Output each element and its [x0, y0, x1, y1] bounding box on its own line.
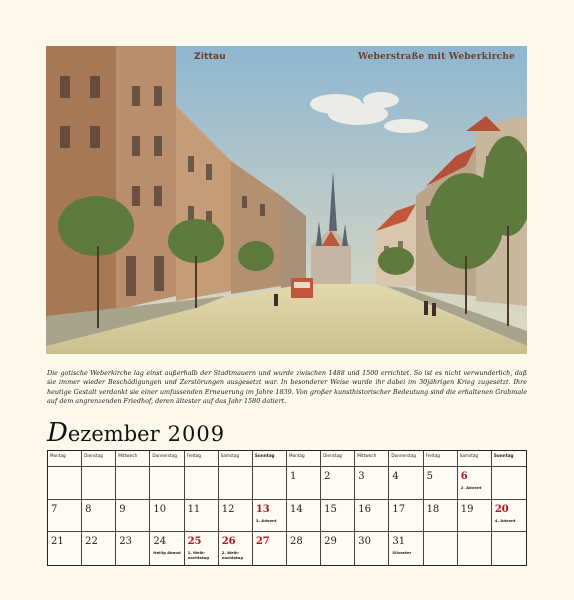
day-cell: [82, 500, 116, 533]
day-number: 27: [255, 536, 270, 548]
day-number: 18: [426, 503, 440, 515]
day-cell: [253, 532, 287, 565]
weekday-label: Samstag: [220, 453, 240, 458]
day-cell: [424, 532, 458, 565]
holiday-note: Silvester: [392, 550, 412, 556]
day-cell: [492, 467, 526, 500]
holiday-note: 3. Advent: [255, 517, 277, 523]
holiday-note: 2. Advent: [460, 485, 482, 490]
day-cell: [389, 467, 423, 500]
day-cell: [219, 532, 253, 565]
weekday-header: [253, 451, 287, 467]
day-number: 15: [324, 503, 337, 515]
day-number: 5: [426, 471, 433, 482]
day-cell: [116, 467, 150, 500]
day-number: 9: [119, 503, 126, 515]
day-cell: [321, 467, 355, 500]
day-number: 24: [153, 536, 167, 548]
day-number: 10: [153, 503, 167, 515]
day-cell: [82, 467, 116, 500]
day-cell: [458, 532, 492, 565]
day-cell: [48, 532, 82, 565]
day-number: 29: [324, 536, 337, 548]
weekday-label: Samstag: [459, 453, 479, 458]
weekday-label: Donnerstag: [152, 453, 177, 458]
day-cell: [458, 500, 492, 533]
calendar-photo: [46, 46, 527, 354]
weekday-label: Freitag: [425, 453, 440, 458]
weekday-label: Dienstag: [84, 453, 103, 458]
weekday-label: Dienstag: [323, 453, 342, 458]
day-number: 26: [221, 536, 236, 548]
day-number: 30: [358, 536, 372, 548]
photo-caption-place: Zittau: [194, 52, 226, 62]
weekday-label: Mittwoch: [357, 453, 377, 458]
weekday-label: Montag: [50, 453, 66, 458]
day-cell: [253, 500, 287, 533]
day-number: 2: [324, 471, 331, 482]
weekday-header: [424, 451, 458, 467]
day-cell: [185, 532, 219, 565]
day-cell: [116, 500, 150, 533]
day-number: 1: [289, 471, 297, 482]
weekday-header: [219, 451, 253, 467]
day-cell: [389, 500, 423, 533]
day-cell: [82, 532, 116, 565]
day-number: 6: [460, 471, 468, 482]
weekday-header: [82, 451, 116, 467]
day-cell: [355, 500, 389, 533]
calendar-grid: [47, 450, 527, 566]
holiday-note: Heilig Abend: [153, 550, 181, 556]
day-number: 20: [494, 503, 509, 515]
day-number: 28: [289, 536, 303, 548]
day-cell: [116, 532, 150, 565]
day-cell: [389, 532, 423, 565]
day-cell: [492, 500, 526, 533]
day-number: 21: [51, 536, 64, 548]
holiday-note: 4. Advent: [494, 517, 516, 523]
day-cell: [355, 467, 389, 500]
day-number: 3: [358, 471, 365, 482]
weekday-header: [321, 451, 355, 467]
day-number: 16: [358, 503, 372, 515]
day-cell: [424, 467, 458, 500]
day-number: 19: [460, 503, 474, 515]
street-scene-illustration: [46, 46, 527, 354]
weekday-header: [389, 451, 423, 467]
holiday-note: 1. Weih-nachtstag: [187, 550, 209, 561]
weekday-header: [150, 451, 184, 467]
day-number: 7: [51, 503, 58, 515]
day-cell: [287, 467, 321, 500]
holiday-note: 2. Weih-nachtstag: [221, 550, 244, 561]
day-cell: [185, 467, 219, 500]
weekday-label: Sonntag: [254, 453, 275, 458]
day-number: 12: [221, 503, 235, 515]
day-cell: [321, 500, 355, 533]
month-year: 2009: [167, 422, 226, 446]
day-cell: [150, 467, 184, 500]
description-text: Die gotische Weberkirche lag einst außerhalb der Stadtmauern und wurde zwischen 1488 und 1500 errichtet. So ist es nicht verwunderlich, daß sie immer wieder Beschädigungen und Zerstörungen ausgesetzt war. In besonderer Weise wurde ihr dabei im 30jährigen Krieg zugesetzt. Ihre heutige Gestalt verdankt sie einer umfassenden Erneuerung im Jahre 1839. Von großer kunsthistorischer Bedeutung sind die erhaltenen Grabmale auf dem angrenzenden Friedhof, deren ältester auf das Jahr 1580 datiert.: [47, 369, 527, 405]
day-cell: [185, 500, 219, 533]
day-cell: [287, 500, 321, 533]
month-name-rest: ezember: [67, 422, 160, 446]
weekday-header: [492, 451, 526, 467]
day-number: 22: [85, 536, 98, 548]
weekday-header: [185, 451, 219, 467]
month-initial: D: [47, 418, 68, 448]
day-number: 31: [392, 536, 406, 548]
day-number: 4: [392, 471, 399, 482]
weekday-label: Montag: [288, 453, 305, 458]
day-cell: [492, 532, 526, 565]
day-cell: [150, 500, 184, 533]
weekday-label: Freitag: [186, 453, 201, 458]
weekday-label: Mittwoch: [118, 453, 138, 458]
day-number: 17: [392, 503, 406, 515]
day-number: 13: [255, 503, 270, 515]
day-number: 11: [187, 503, 201, 515]
day-cell: [150, 532, 184, 565]
day-cell: [219, 467, 253, 500]
day-cell: [253, 467, 287, 500]
weekday-header: [355, 451, 389, 467]
weekday-header: [48, 451, 82, 467]
day-cell: [321, 532, 355, 565]
day-cell: [287, 532, 321, 565]
month-title: [47, 418, 225, 448]
weekday-header: [287, 451, 321, 467]
day-number: 8: [85, 503, 92, 515]
day-cell: [48, 500, 82, 533]
day-number: 14: [289, 503, 303, 515]
day-number: 25: [187, 536, 202, 548]
weekday-header: [458, 451, 492, 467]
weekday-label: Donnerstag: [391, 453, 416, 458]
day-cell: [424, 500, 458, 533]
day-cell: [355, 532, 389, 565]
weekday-header: [116, 451, 150, 467]
weekday-label: Sonntag: [493, 453, 514, 458]
day-cell: [48, 467, 82, 500]
day-number: 23: [119, 536, 133, 548]
day-cell: [458, 467, 492, 500]
photo-caption-title: Weberstraße mit Weberkirche: [358, 52, 515, 62]
day-cell: [219, 500, 253, 533]
